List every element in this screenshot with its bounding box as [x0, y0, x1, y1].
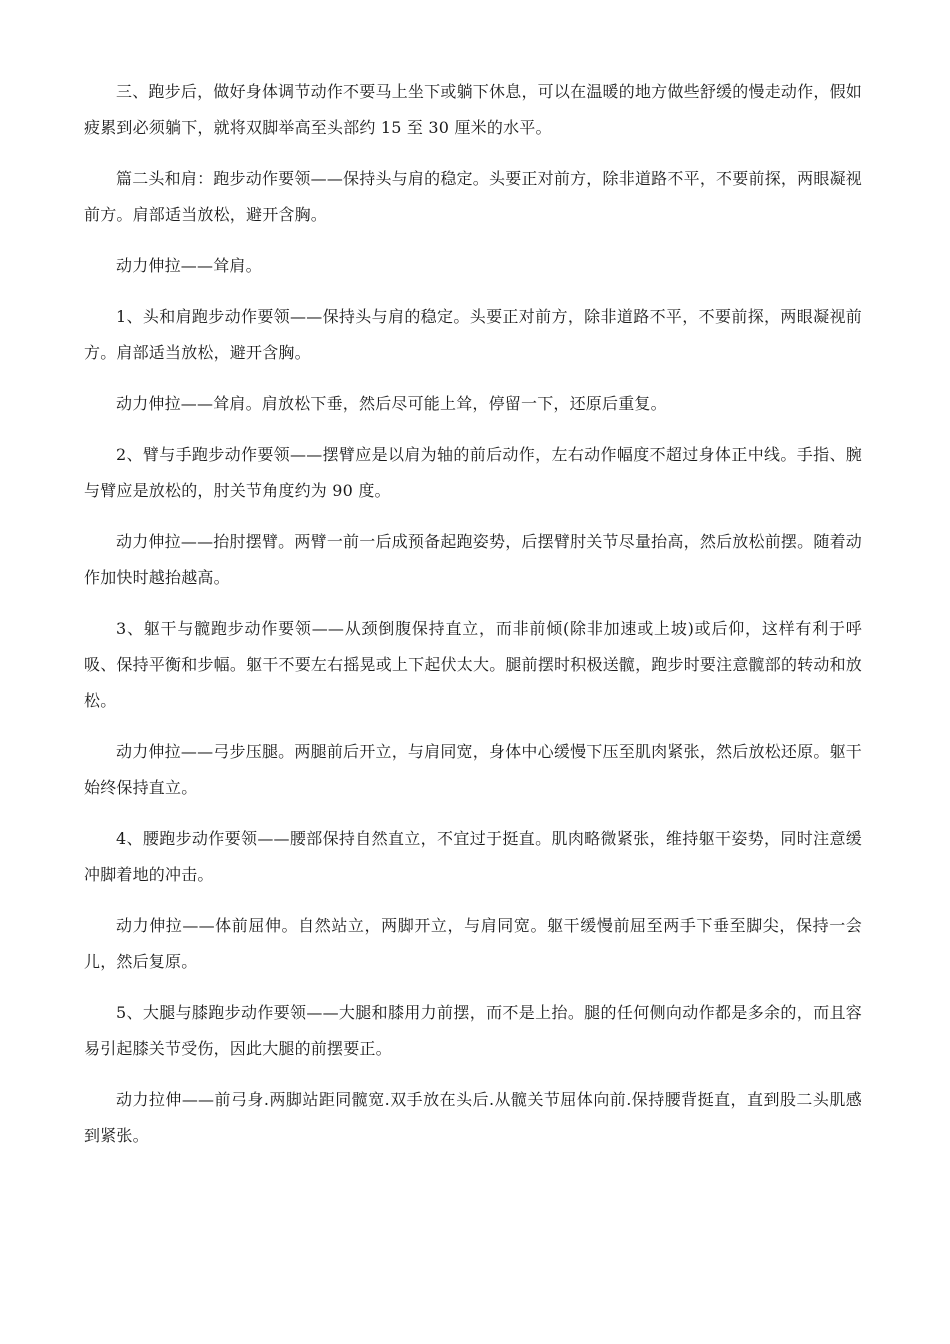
paragraph-stretch-forward-bow: 动力拉伸——前弓身.两脚站距同髋宽.双手放在头后.从髋关节屈体向前.保持腰背挺直，直到股二头肌感到紧张。 — [84, 1090, 862, 1145]
paragraph-stretch-lunge: 动力伸拉——弓步压腿。两腿前后开立，与肩同宽，身体中心缓慢下压至肌肉紧张，然后放松还原。躯干始终保持直立。 — [84, 742, 862, 797]
paragraph-waist: 4、腰跑步动作要领——腰部保持自然直立，不宜过于挺直。肌肉略微紧张，维持躯干姿势，同时注意缓冲脚着地的冲击。 — [84, 829, 862, 884]
paragraph-head-shoulder-intro: 篇二头和肩：跑步动作要领——保持头与肩的稳定。头要正对前方，除非道路不平，不要前探，两眼凝视前方。肩部适当放松，避开含胸。 — [84, 169, 862, 224]
paragraph-stretch-shrug: 动力伸拉——耸肩。 — [116, 256, 262, 275]
paragraph-after-running: 三、跑步后，做好身体调节动作不要马上坐下或躺下休息，可以在温暖的地方做些舒缓的慢走动作，假如疲累到必须躺下，就将双脚举高至头部约 15 至 30 厘米的水平。 — [84, 82, 862, 137]
paragraph-stretch-shrug-detail: 动力伸拉——耸肩。肩放松下垂，然后尽可能上耸，停留一下，还原后重复。 — [116, 394, 667, 413]
paragraph-head-shoulder: 1、头和肩跑步动作要领——保持头与肩的稳定。头要正对前方，除非道路不平，不要前探，两眼凝视前方。肩部适当放松，避开含胸。 — [84, 307, 862, 362]
document-page — [84, 74, 862, 1169]
paragraph-arm-hand: 2、臂与手跑步动作要领——摆臂应是以肩为轴的前后动作，左右动作幅度不超过身体正中线。手指、腕与臂应是放松的，肘关节角度约为 90 度。 — [84, 445, 862, 500]
paragraph-stretch-forward-bend: 动力伸拉——体前屈伸。自然站立，两脚开立，与肩同宽。躯干缓慢前屈至两手下垂至脚尖，保持一会儿，然后复原。 — [84, 916, 862, 971]
paragraph-stretch-elbow-swing: 动力伸拉——抬肘摆臂。两臂一前一后成预备起跑姿势，后摆臂肘关节尽量抬高，然后放松前摆。随着动作加快时越抬越高。 — [84, 532, 862, 587]
paragraph-thigh-knee: 5、大腿与膝跑步动作要领——大腿和膝用力前摆，而不是上抬。腿的任何侧向动作都是多余的，而且容易引起膝关节受伤，因此大腿的前摆要正。 — [84, 1003, 862, 1058]
paragraph-torso-hip: 3、躯干与髋跑步动作要领——从颈倒腹保持直立，而非前倾(除非加速或上坡)或后仰，这样有利于呼吸、保持平衡和步幅。躯干不要左右摇晃或上下起伏太大。腿前摆时积极送髋，跑步时要注意髋部的转动和放松。 — [84, 619, 862, 710]
